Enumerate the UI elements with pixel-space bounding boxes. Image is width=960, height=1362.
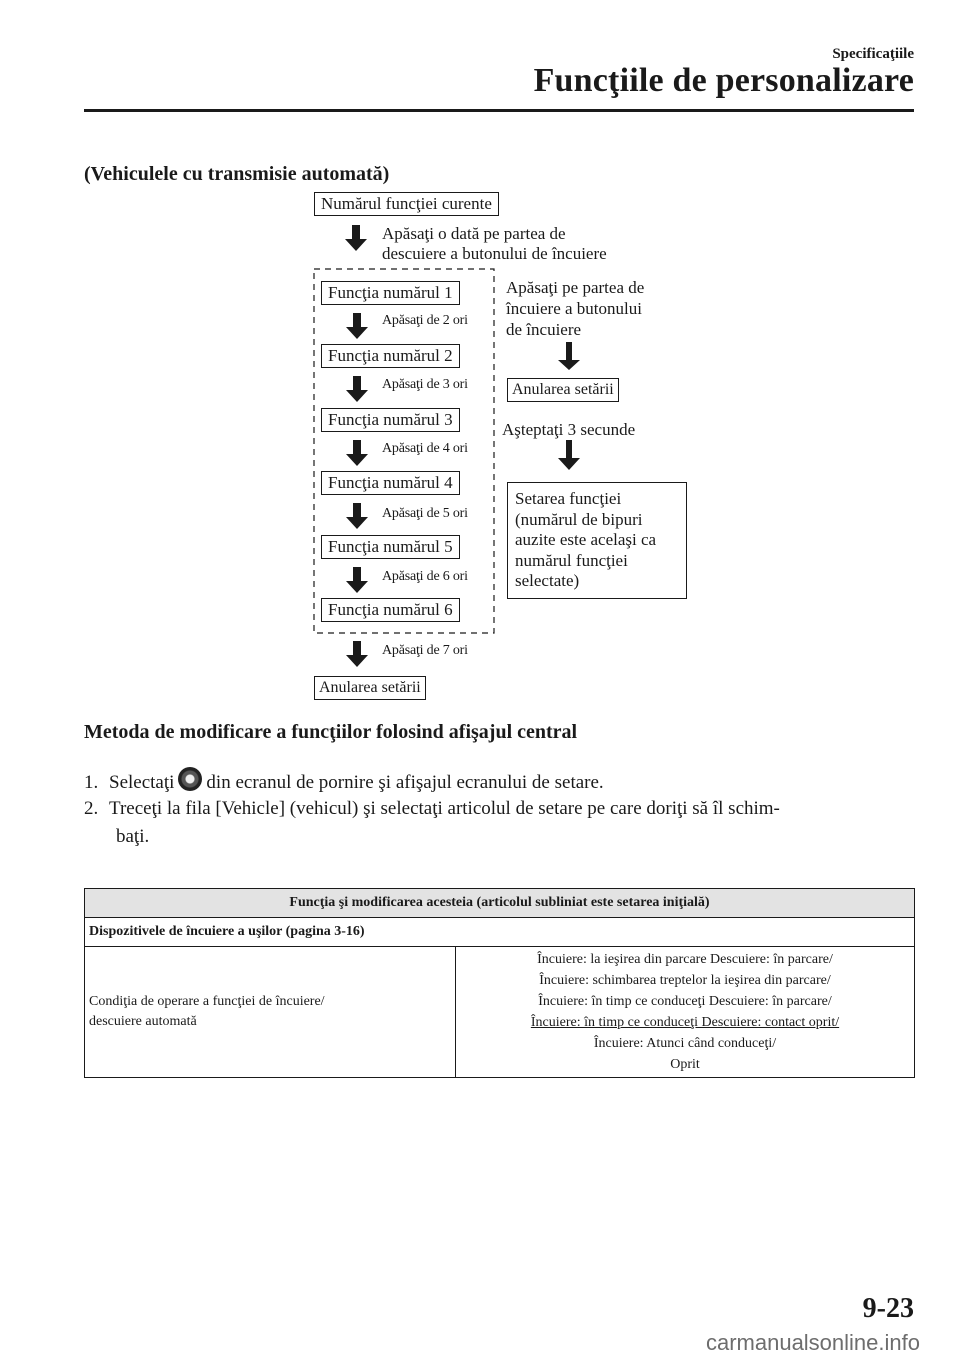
page-number: 9-23 bbox=[862, 1293, 914, 1324]
arrow-down-icon bbox=[346, 313, 368, 339]
table-group-row: Dispozitivele de încuiere a uşilor (pagina 3-16) bbox=[85, 918, 915, 947]
arrow-down-icon bbox=[346, 440, 368, 466]
step-2-continuation: baţi. bbox=[116, 826, 150, 847]
function-2-box: Funcţia numărul 2 bbox=[321, 344, 460, 368]
subtitle: (Vehiculele cu transmisie automată) bbox=[84, 163, 390, 185]
option-line: Încuiere: la ieşirea din parcare Descuiere: în parcare/ bbox=[537, 952, 833, 967]
press-7-label: Apăsaţi de 7 ori bbox=[382, 643, 468, 658]
section-label: Specificaţiile bbox=[832, 46, 914, 62]
step-text: din ecranul de pornire şi afişajul ecranului de setare. bbox=[206, 772, 604, 793]
press-2-label: Apăsaţi de 2 ori bbox=[382, 313, 468, 328]
cancel-setting-right-box: Anularea setării bbox=[507, 378, 619, 402]
arrow-down-icon bbox=[346, 503, 368, 529]
wait-arrow bbox=[500, 440, 580, 470]
option-line: Oprit bbox=[670, 1057, 700, 1072]
function-setting-box: Setarea funcţiei (numărul de bipuri auzite este acelaşi ca numărul funcţiei selectate) bbox=[507, 482, 687, 599]
option-line: Încuiere: Atunci când conduceţi/ bbox=[593, 1036, 777, 1051]
table-header: Funcţia şi modificarea acesteia (articolul subliniat este setarea iniţială) bbox=[85, 889, 915, 918]
arrow-down-icon bbox=[346, 376, 368, 402]
settings-table bbox=[84, 888, 915, 1078]
table-row bbox=[85, 947, 915, 1078]
function-3-box: Funcţia numărul 3 bbox=[321, 408, 460, 432]
lock-press-note: Apăsaţi pe partea de încuiere a butonului de încuiere bbox=[506, 278, 645, 339]
option-line: Încuiere: în timp ce conduceţi Descuiere: în parcare/ bbox=[538, 994, 832, 1009]
press-once-note: Apăsaţi o dată pe partea de descuiere a butonului de încuiere bbox=[382, 224, 607, 263]
function-6-box: Funcţia numărul 6 bbox=[321, 598, 460, 622]
current-function-box: Numărul funcţiei curente bbox=[314, 192, 499, 216]
press-6-label: Apăsaţi de 6 ori bbox=[382, 569, 468, 584]
arrow-down-icon bbox=[345, 225, 367, 251]
wait-note: Aşteptaţi 3 secunde bbox=[502, 420, 636, 439]
press-5-label: Apăsaţi de 5 ori bbox=[382, 506, 468, 521]
settings-gear-icon bbox=[178, 767, 202, 791]
step-text: Selectaţi bbox=[109, 772, 175, 793]
step-number: 2. bbox=[84, 798, 99, 819]
step-text: Treceţi la fila [Vehicle] (vehicul) şi selectaţi articolul de setare pe care doriţi să îl schim- bbox=[109, 798, 780, 819]
press-3-label: Apăsaţi de 3 ori bbox=[382, 377, 468, 392]
step-1 bbox=[84, 767, 604, 796]
option-line: Încuiere: schimbarea treptelor la ieşirea din parcare/ bbox=[539, 973, 831, 988]
lock-press-arrow bbox=[500, 342, 580, 370]
cancel-setting-bottom-box: Anularea setării bbox=[314, 676, 426, 700]
step-2 bbox=[84, 796, 780, 822]
page-title: Funcţiile de personalizare bbox=[533, 62, 914, 99]
function-5-box: Funcţia numărul 5 bbox=[321, 535, 460, 559]
step-number: 1. bbox=[84, 772, 99, 793]
press-4-label: Apăsaţi de 4 ori bbox=[382, 441, 468, 456]
feature-options-cell bbox=[456, 947, 915, 1078]
arrow-down-icon bbox=[346, 567, 368, 593]
function-1-box: Funcţia numărul 1 bbox=[321, 281, 460, 305]
method-heading: Metoda de modificare a funcţiilor folosind afişajul central bbox=[84, 721, 578, 743]
arrow-down-icon bbox=[346, 641, 368, 667]
watermark: carmanualsonline.info bbox=[705, 1330, 920, 1355]
feature-name-cell: Condiţia de operare a funcţiei de încuiere/ descuiere automată bbox=[85, 947, 456, 1078]
option-line-default: Încuiere: în timp ce conduceţi Descuiere: contact oprit/ bbox=[530, 1015, 840, 1030]
function-4-box: Funcţia numărul 4 bbox=[321, 471, 460, 495]
